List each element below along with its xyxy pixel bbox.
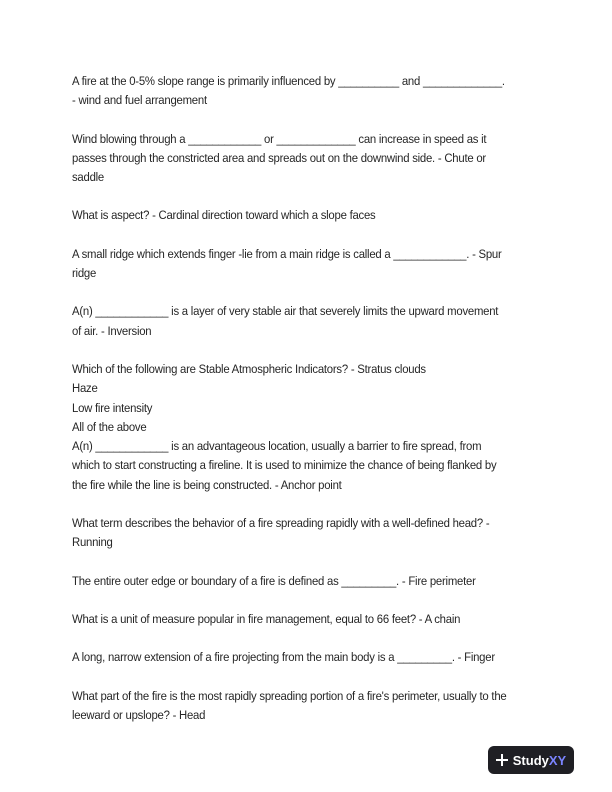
document-body (72, 72, 509, 744)
qa-item: What part of the fire is the most rapidly spreading portion of a fire's perimeter, usually to the leeward or upslope? - Head (72, 688, 507, 722)
qa-item: The entire outer edge or boundary of a fire is defined as _________. - Fire perimeter (72, 573, 476, 588)
qa-item: A fire at the 0-5% slope range is primarily influenced by __________ and _____________. - wind and fuel arrangement (72, 74, 505, 108)
qa-item: What is a unit of measure popular in fire management, equal to 66 feet? - A chain (72, 611, 461, 626)
qa-item: What term describes the behavior of a fire spreading rapidly with a well-defined head? - Running (72, 516, 490, 550)
qa-item: A(n) ____________ is an advantageous location, usually a barrier to fire spread, from which to start constructing a fireline. It is used to minimize the chance of being flanked by the fire while the line is being constructed. - Anchor point (72, 439, 497, 492)
brand-prefix: Study (512, 752, 549, 768)
qa-item: Which of the following are Stable Atmospheric Indicators? - Stratus clouds Haze Low fire intensity All of the above (72, 361, 426, 434)
studyxy-logo-badge[interactable] (488, 746, 574, 774)
qa-item: What is aspect? - Cardinal direction toward which a slope faces (72, 208, 376, 223)
plus-icon (496, 754, 508, 766)
qa-item: A(n) ____________ is a layer of very stable air that severely limits the upward movement of air. - Inversion (72, 304, 499, 338)
qa-item: A long, narrow extension of a fire projecting from the main body is a _________. - Finger (72, 650, 495, 665)
qa-item: A small ridge which extends finger -lie from a main ridge is called a ____________. - Spur ridge (72, 246, 502, 281)
qa-item: Wind blowing through a ____________ or _____________ can increase in speed as it passes through the constricted area and spreads out on the downwind side. - Chute or saddle (72, 131, 487, 185)
brand-name (513, 753, 566, 768)
brand-suffix: XY (548, 752, 567, 768)
